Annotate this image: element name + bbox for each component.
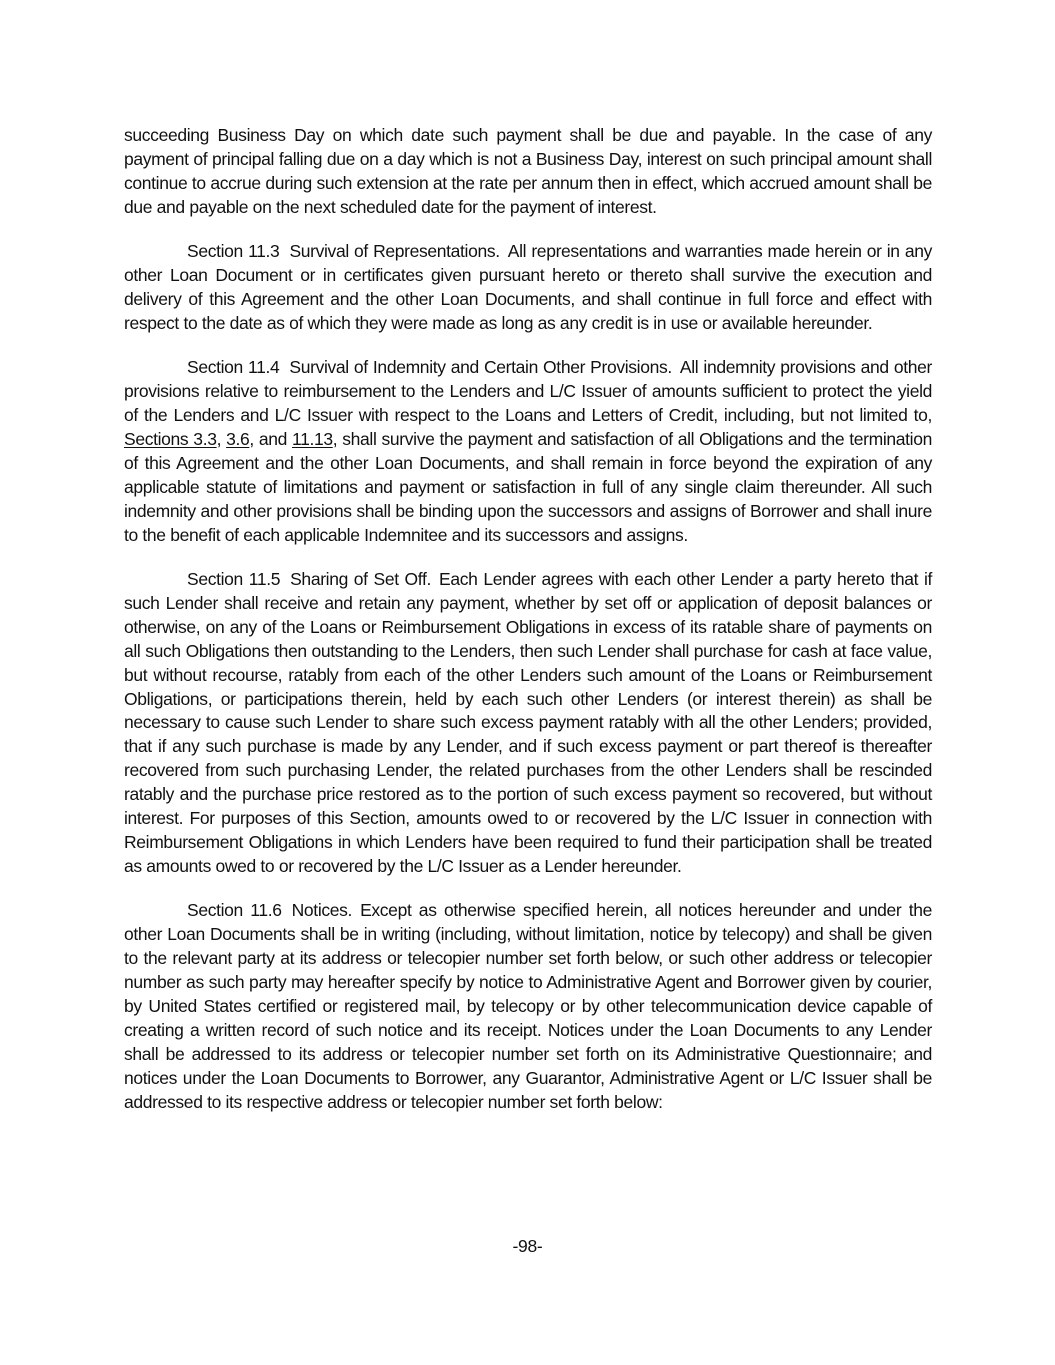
reference-separator: , xyxy=(216,428,227,449)
section-reference-11-13: 11.13 xyxy=(292,428,333,449)
section-reference-3-6: 3.6 xyxy=(226,428,250,449)
reference-separator: , and xyxy=(249,428,293,449)
section-11-4-paragraph xyxy=(124,356,932,547)
section-reference-3-3: Sections 3.3 xyxy=(124,428,217,449)
section-11-6-heading: Notices. xyxy=(291,900,353,921)
page-number: -98- xyxy=(512,1236,543,1256)
section-11-6-paragraph xyxy=(124,899,932,1114)
section-11-5-body: Each Lender agrees with each other Lender a party hereto that if such Lender shall receive and retain any payment, whether by set off or application of deposit balances or otherwise, on any of the Loans or Reimbursement Obligations in excess of its ratable share of payments on all such Obligations then outstanding to the Lenders, then such Lender shall purchase for cash at face value, but without recourse, ratably from each of the other Lenders such amount of the Loans or Reimbursement Obligations, or participations therein, held by each such other Lenders (or interest therein) as shall be necessary to cause such Lender to share such excess payment ratably with all the other Lenders; provided, that if any such purchase is made by any Lender, and if such excess payment or part thereof is thereafter recovered from such purchasing Lender, the related purchases from the other Lenders shall be rescinded ratably and the purchase price restored as to the portion of such excess payment so recovered, but without interest. For purposes of this Section, amounts owed to or recovered by the L/C Issuer in connection with Reimbursement Obligations in which Lenders have been required to fund their participation shall be treated as amounts owed to or recovered by the L/C Issuer as a Lender hereunder. xyxy=(124,569,933,876)
section-11-3-paragraph xyxy=(124,240,932,336)
section-11-6-number: Section 11.6 xyxy=(187,900,282,921)
continuation-paragraph: succeeding Business Day on which date such payment shall be due and payable. In the case of any payment of principal falling due on a day which is not a Business Day, interest on such principal amount shall continue to accrue during such extension at the rate per annum then in effect, which accrued amount shall be due and payable on the next scheduled date for the payment of interest. xyxy=(124,125,932,217)
document-page xyxy=(124,124,932,1135)
section-11-4-body-start: All indemnity provisions and other provisions relative to reimbursement to the Lenders and L/C Issuer of amounts sufficient to protect the yield of the Lenders and L/C Issuer with respect to the Loans and Letters of Credit, including, but not limited to, xyxy=(124,357,933,426)
section-11-4-body-end: , shall survive the payment and satisfaction of all Obligations and the termination of this Agreement and the other Loan Documents, and shall remain in force beyond the expiration of any applicable statute of limitations and payment or satisfaction in full of any single claim thereunder. All such indemnity and other provisions shall be binding upon the successors and assigns of Borrower and shall inure to the benefit of each applicable Indemnitee and its successors and assigns. xyxy=(124,428,932,545)
section-11-4-heading: Survival of Indemnity and Certain Other Provisions. xyxy=(289,357,672,378)
section-11-3-body: All representations and warranties made herein or in any other Loan Document or in certificates given pursuant hereto or thereto shall survive the execution and delivery of this Agreement and the other Loan Documents, and shall continue in full force and effect with respect to the date as of which they were made as long as any credit is in use or available hereunder. xyxy=(124,241,932,333)
section-11-5-paragraph xyxy=(124,568,932,879)
section-11-5-heading: Sharing of Set Off. xyxy=(290,569,432,589)
section-11-5-number: Section 11.5 xyxy=(187,569,281,589)
section-11-4-number: Section 11.4 xyxy=(187,357,280,378)
section-11-3-number: Section 11.3 xyxy=(187,241,280,262)
section-11-6-body: Except as otherwise specified herein, all notices hereunder and under the other Loan Documents shall be in writing (including, without limitation, notice by telecopy) and shall be given to the relevant party at its address or telecopier number set forth below, or such other address or telecopier number as such party may hereafter specify by notice to Administrative Agent and Borrower given by courier, by United States certified or registered mail, by telecopy or by other telecommunication device capable of creating a written record of such notice and its receipt. Notices under the Loan Documents to any Lender shall be addressed to its address or telecopier number set forth on its Administrative Questionnaire; and notices under the Loan Documents to Borrower, any Guarantor, Administrative Agent or L/C Issuer shall be addressed to its respective address or telecopier number set forth below: xyxy=(124,900,932,1112)
section-11-3-heading: Survival of Representations. xyxy=(289,241,500,262)
